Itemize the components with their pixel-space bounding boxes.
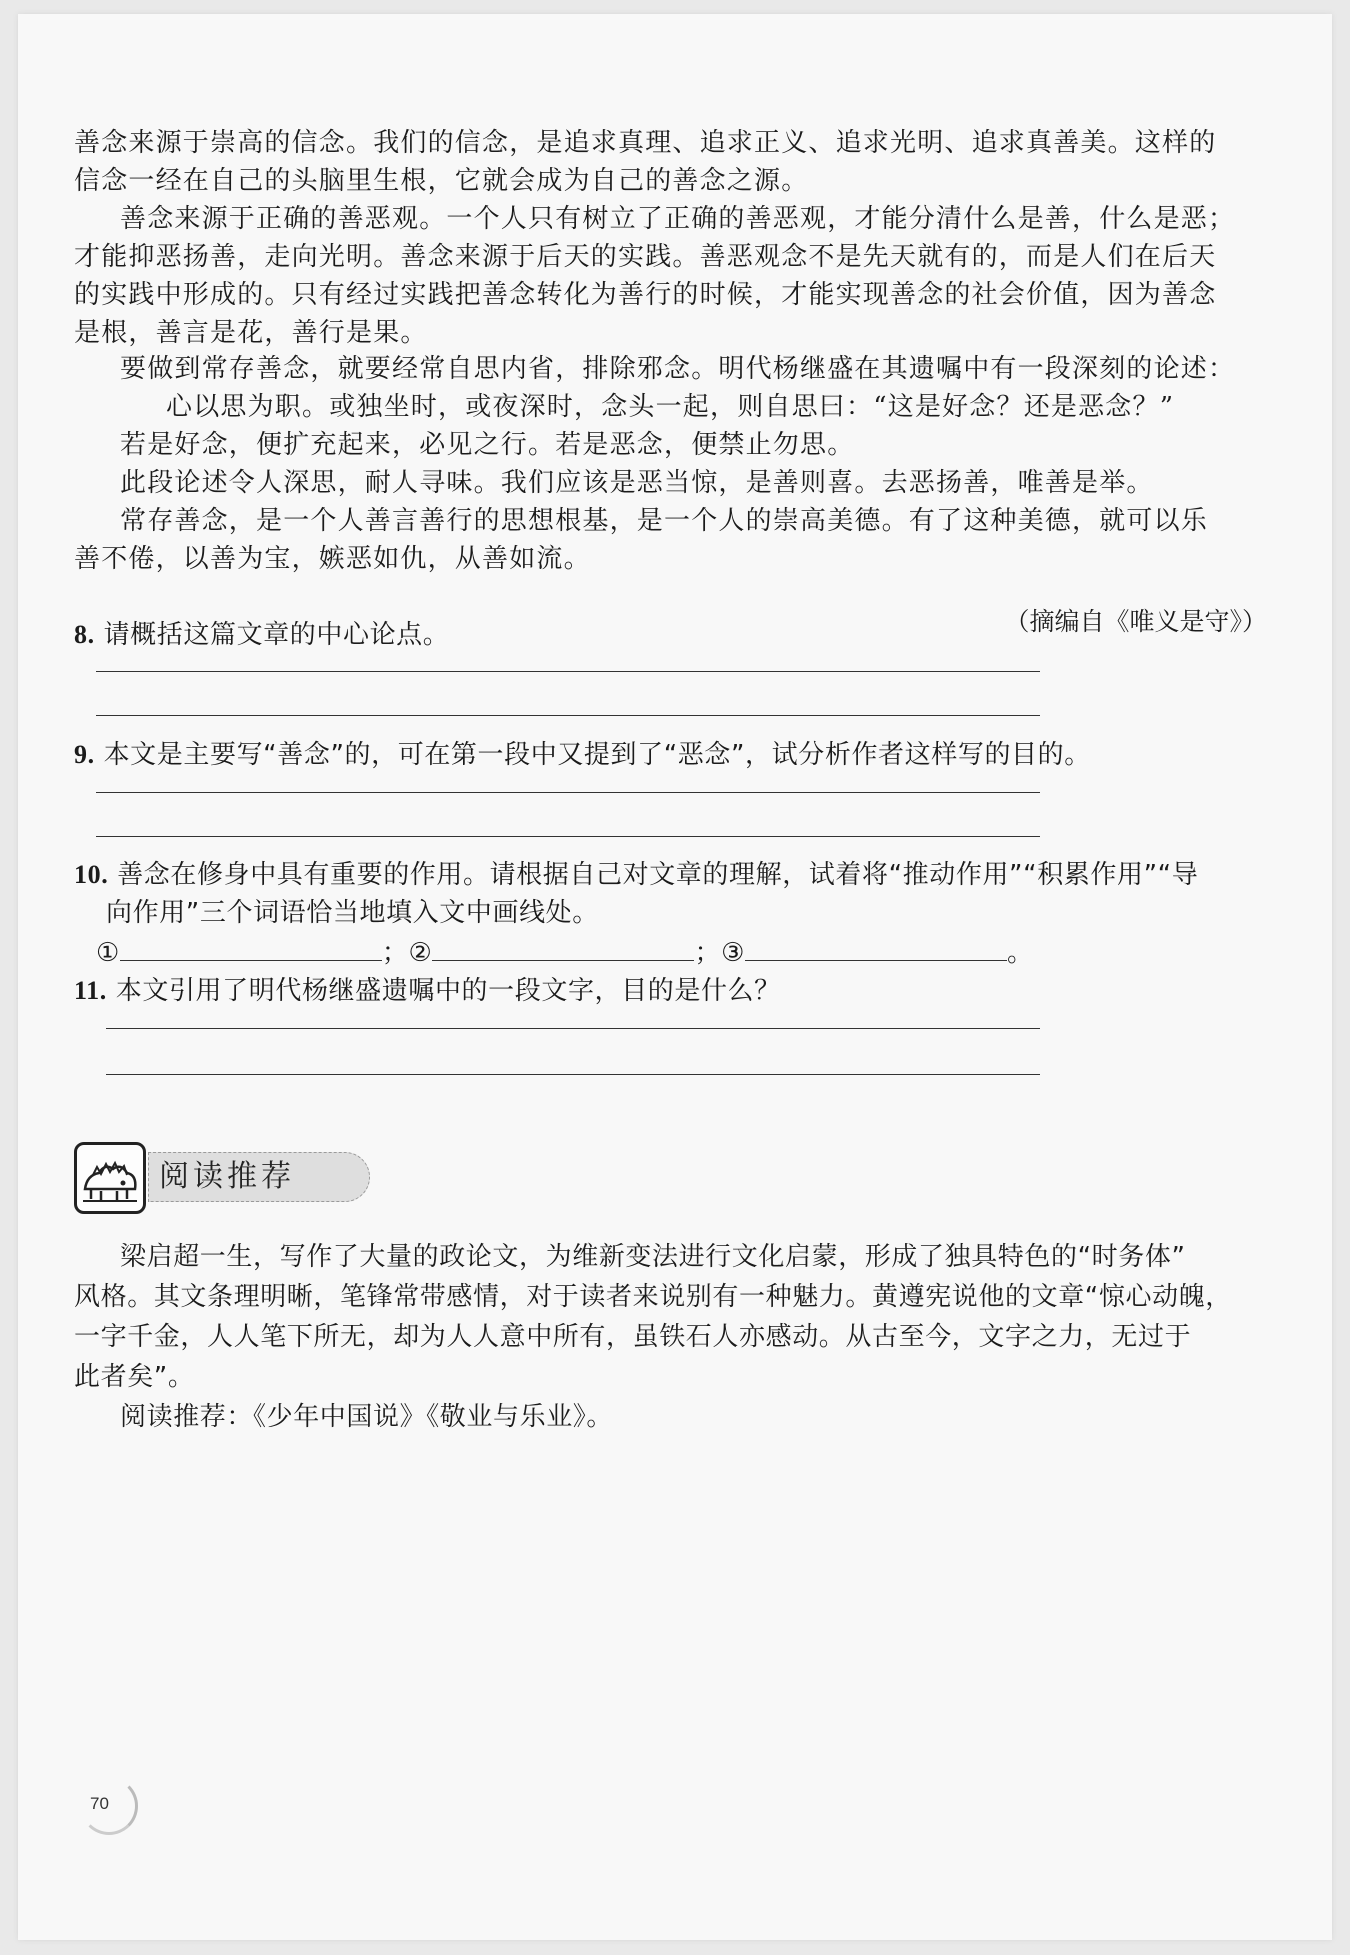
recommend-line: 一字千金，人人笔下所无，却为人人意中所有，虽铁石人亦感动。从古至今，文字之力，无过于 — [74, 1322, 1192, 1352]
question-11 — [74, 974, 781, 1008]
page-number: 70 — [90, 1794, 109, 1813]
quote-line: 若是好念，便扩充起来，必见之行。若是恶念，便禁止勿思。 — [120, 430, 855, 460]
question-number: 10. — [74, 860, 109, 889]
recommend-line: 阅读推荐：《少年中国说》《敬业与乐业》。 — [120, 1402, 614, 1432]
fill-blanks-row — [96, 934, 1034, 970]
blank-separator: ； — [381, 938, 409, 968]
passage-line: 信念一经在自己的头脑里生根，它就会成为自己的善念之源。 — [74, 166, 809, 196]
blank-marker-1: ① — [96, 938, 120, 968]
question-8 — [74, 618, 449, 652]
answer-line[interactable] — [96, 715, 1040, 716]
answer-line[interactable] — [96, 836, 1040, 837]
dinosaur-icon — [74, 1142, 146, 1214]
blank-end: 。 — [1006, 938, 1034, 968]
recommend-line: 风格。其文条理明晰，笔锋常带感情，对于读者来说别有一种魅力。黄遵宪说他的文章“惊心动魄， — [74, 1282, 1232, 1312]
section-header-text: 阅读推荐 — [159, 1159, 295, 1194]
passage-line: 善不倦，以善为宝，嫉恶如仇，从善如流。 — [74, 544, 591, 574]
recommend-line: 此者矣”。 — [74, 1362, 195, 1392]
passage-line: 此段论述令人深思，耐人寻味。我们应该是恶当惊，是善则喜。去恶扬善，唯善是举。 — [120, 468, 1154, 498]
answer-line[interactable] — [106, 1074, 1040, 1075]
question-text: 善念在修身中具有重要的作用。请根据自己对文章的理解，试着将“推动作用”“积累作用”“导 — [117, 860, 1199, 890]
answer-line[interactable] — [96, 671, 1040, 672]
section-header — [74, 1142, 300, 1214]
question-text: 本文是主要写“善念”的，可在第一段中又提到了“恶念”，试分析作者这样写的目的。 — [103, 740, 1091, 770]
passage-line: 是根，善言是花，善行是果。 — [74, 318, 428, 348]
passage-line: 才能抑恶扬善，走向光明。善念来源于后天的实践。善恶观念不是先天就有的，而是人们在后天 — [74, 242, 1217, 272]
fill-blank-1[interactable] — [120, 934, 382, 961]
blank-marker-3: ③ — [721, 938, 745, 968]
passage-line: 要做到常存善念，就要经常自思内省，排除邪念。明代杨继盛在其遗嘱中有一段深刻的论述： — [120, 354, 1236, 384]
question-9 — [74, 738, 1091, 772]
passage-line: 的实践中形成的。只有经过实践把善念转化为善行的时候，才能实现善念的社会价值，因为善念 — [74, 280, 1217, 310]
question-number: 11. — [74, 976, 107, 1005]
quote-line: 心以思为职。或独坐时，或夜深时，念头一起，则自思曰：“这是好念？还是恶念？” — [166, 392, 1175, 422]
page-number-decoration — [80, 1777, 138, 1835]
question-10-cont: 向作用”三个词语恰当地填入文中画线处。 — [106, 898, 599, 928]
passage-line: 常存善念，是一个人善言善行的思想根基，是一个人的崇高美德。有了这种美德，就可以乐 — [120, 506, 1209, 536]
recommend-line: 梁启超一生，写作了大量的政论文，为维新变法进行文化启蒙，形成了独具特色的“时务体” — [120, 1242, 1186, 1272]
section-header-label — [148, 1152, 370, 1202]
answer-line[interactable] — [106, 1028, 1040, 1029]
blank-marker-2: ② — [408, 938, 433, 968]
fill-blank-2[interactable] — [432, 934, 694, 961]
question-text: 本文引用了明代杨继盛遗嘱中的一段文字，目的是什么？ — [115, 976, 781, 1006]
question-10 — [74, 858, 1198, 892]
passage-line: 善念来源于崇高的信念。我们的信念，是追求真理、追求正义、追求光明、追求真善美。这样的 — [74, 128, 1217, 158]
question-number: 8. — [74, 620, 95, 649]
source-citation: （摘编自《唯义是守》） — [1004, 607, 1267, 636]
question-text: 请概括这篇文章的中心论点。 — [103, 620, 450, 650]
question-number: 9. — [74, 740, 95, 769]
blank-separator: ； — [694, 938, 722, 968]
passage-line: 善念来源于正确的善恶观。一个人只有树立了正确的善恶观，才能分清什么是善，什么是恶； — [120, 204, 1236, 234]
fill-blank-3[interactable] — [745, 934, 1007, 961]
page — [18, 14, 1332, 1940]
answer-line[interactable] — [96, 792, 1040, 793]
